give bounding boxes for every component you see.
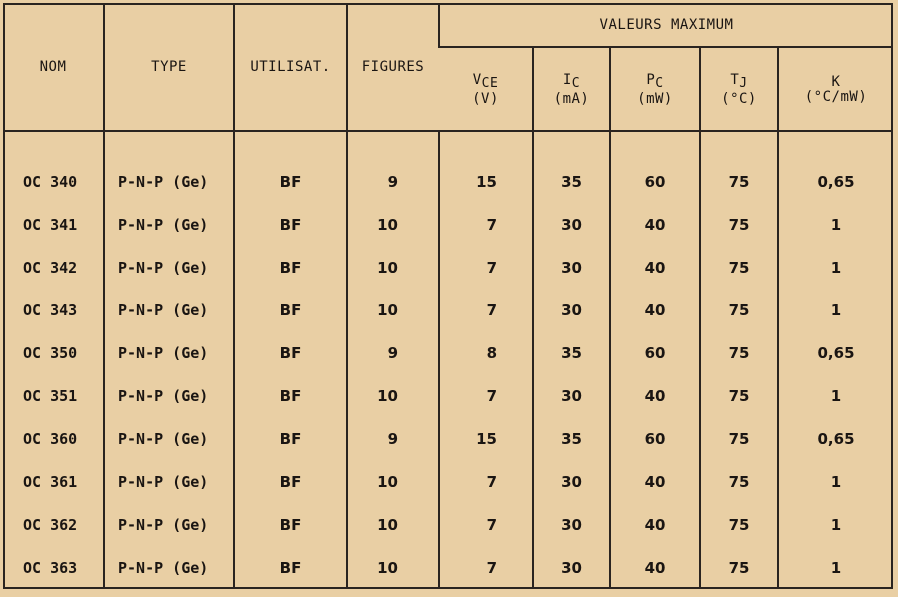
header-utilisat: UTILISAT.	[234, 3, 347, 131]
cell-utilisat: BF	[234, 332, 347, 375]
cell-vce: 7	[439, 203, 533, 246]
cell-k: 0,65	[778, 332, 893, 375]
header-ic	[533, 47, 610, 131]
cell-k: 1	[778, 203, 893, 246]
cell-k: 1	[778, 289, 893, 332]
table-row	[3, 131, 893, 203]
cell-vce: 7	[439, 460, 533, 503]
cell-tj: 75	[700, 203, 778, 246]
table-body	[3, 131, 893, 589]
k-unit: (°C/mW)	[804, 89, 868, 105]
cell-nom: OC 350	[23, 344, 78, 363]
header-type: TYPE	[104, 3, 234, 131]
cell-tj: 75	[700, 418, 778, 461]
cell-pc: 40	[610, 289, 700, 332]
cell-ic: 30	[533, 246, 610, 289]
header-nom: NOM	[3, 3, 104, 131]
cell-utilisat: BF	[234, 203, 347, 246]
cell-nom: OC 360	[23, 429, 78, 448]
cell-ic: 30	[533, 289, 610, 332]
cell-nom: OC 351	[23, 387, 78, 406]
cell-pc: 40	[610, 203, 700, 246]
k-symbol: K	[831, 74, 841, 90]
cell-ic: 30	[533, 503, 610, 546]
cell-figures: 10	[347, 546, 439, 589]
cell-tj: 75	[700, 332, 778, 375]
cell-nom: OC 361	[23, 472, 78, 491]
cell-type: P-N-P (Ge)	[104, 503, 234, 546]
header-valeurs-maximum: VALEURS MAXIMUM	[439, 3, 893, 47]
cell-utilisat: BF	[234, 460, 347, 503]
cell-tj: 75	[700, 131, 778, 203]
cell-type: P-N-P (Ge)	[104, 418, 234, 461]
cell-pc: 60	[610, 332, 700, 375]
cell-type: P-N-P (Ge)	[104, 131, 234, 203]
cell-ic: 30	[533, 203, 610, 246]
cell-vce: 7	[439, 503, 533, 546]
tj-unit: (°C)	[721, 91, 757, 107]
cell-pc: 40	[610, 460, 700, 503]
cell-figures: 10	[347, 246, 439, 289]
cell-tj: 75	[700, 546, 778, 589]
cell-ic: 35	[533, 131, 610, 203]
header-vce	[439, 47, 533, 131]
table-row	[3, 375, 893, 418]
cell-figures: 9	[347, 332, 439, 375]
cell-utilisat: BF	[234, 546, 347, 589]
cell-tj: 75	[700, 503, 778, 546]
table-row	[3, 203, 893, 246]
table-row	[3, 503, 893, 546]
cell-figures: 10	[347, 503, 439, 546]
cell-pc: 40	[610, 246, 700, 289]
cell-utilisat: BF	[234, 289, 347, 332]
cell-pc: 60	[610, 418, 700, 461]
cell-nom: OC 343	[23, 301, 78, 320]
cell-vce: 7	[439, 375, 533, 418]
cell-ic: 30	[533, 375, 610, 418]
table-row	[3, 460, 893, 503]
cell-type: P-N-P (Ge)	[104, 203, 234, 246]
cell-utilisat: BF	[234, 246, 347, 289]
cell-type: P-N-P (Ge)	[104, 246, 234, 289]
table-row	[3, 289, 893, 332]
cell-tj: 75	[700, 246, 778, 289]
pc-symbol: $P_C$	[646, 72, 664, 91]
cell-pc: 40	[610, 375, 700, 418]
cell-utilisat: BF	[234, 503, 347, 546]
cell-nom: OC 342	[23, 258, 78, 277]
cell-type: P-N-P (Ge)	[104, 546, 234, 589]
cell-ic: 30	[533, 546, 610, 589]
cell-utilisat: BF	[234, 131, 347, 203]
table-row	[3, 546, 893, 589]
table-header	[3, 3, 893, 131]
cell-k: 1	[778, 460, 893, 503]
tj-symbol: $T_J$	[730, 72, 748, 91]
cell-vce: 8	[439, 332, 533, 375]
cell-figures: 10	[347, 460, 439, 503]
cell-k: 0,65	[778, 418, 893, 461]
cell-vce: 7	[439, 289, 533, 332]
table-row	[3, 246, 893, 289]
cell-k: 1	[778, 503, 893, 546]
cell-vce: 15	[439, 418, 533, 461]
ic-unit: (mA)	[553, 91, 590, 107]
cell-vce: 7	[439, 546, 533, 589]
cell-vce: 7	[439, 246, 533, 289]
cell-k: 0,65	[778, 131, 893, 203]
cell-pc: 60	[610, 131, 700, 203]
cell-nom: OC 363	[23, 558, 78, 577]
cell-figures: 10	[347, 375, 439, 418]
cell-type: P-N-P (Ge)	[104, 460, 234, 503]
header-k	[778, 47, 893, 131]
cell-figures: 9	[347, 131, 439, 203]
cell-type: P-N-P (Ge)	[104, 289, 234, 332]
ic-symbol: $I_C$	[562, 72, 581, 91]
cell-tj: 75	[700, 375, 778, 418]
cell-nom: OC 340	[23, 172, 78, 191]
cell-figures: 10	[347, 289, 439, 332]
cell-nom: OC 341	[23, 215, 78, 234]
cell-figures: 10	[347, 203, 439, 246]
header-tj	[700, 47, 778, 131]
transistor-table	[3, 3, 893, 589]
cell-vce: 15	[439, 131, 533, 203]
cell-ic: 30	[533, 460, 610, 503]
cell-utilisat: BF	[234, 375, 347, 418]
table-row	[3, 418, 893, 461]
cell-nom: OC 362	[23, 515, 78, 534]
cell-tj: 75	[700, 289, 778, 332]
cell-type: P-N-P (Ge)	[104, 375, 234, 418]
cell-pc: 40	[610, 503, 700, 546]
cell-utilisat: BF	[234, 418, 347, 461]
pc-unit: (mW)	[637, 91, 673, 107]
cell-k: 1	[778, 246, 893, 289]
cell-figures: 9	[347, 418, 439, 461]
cell-pc: 40	[610, 546, 700, 589]
cell-tj: 75	[700, 460, 778, 503]
cell-ic: 35	[533, 418, 610, 461]
cell-k: 1	[778, 546, 893, 589]
cell-k: 1	[778, 375, 893, 418]
header-pc	[610, 47, 700, 131]
cell-ic: 35	[533, 332, 610, 375]
vce-symbol: $V_{CE}$	[472, 72, 499, 91]
header-figures: FIGURES	[347, 3, 439, 131]
cell-type: P-N-P (Ge)	[104, 332, 234, 375]
vce-unit: (V)	[472, 91, 499, 107]
table-row	[3, 332, 893, 375]
